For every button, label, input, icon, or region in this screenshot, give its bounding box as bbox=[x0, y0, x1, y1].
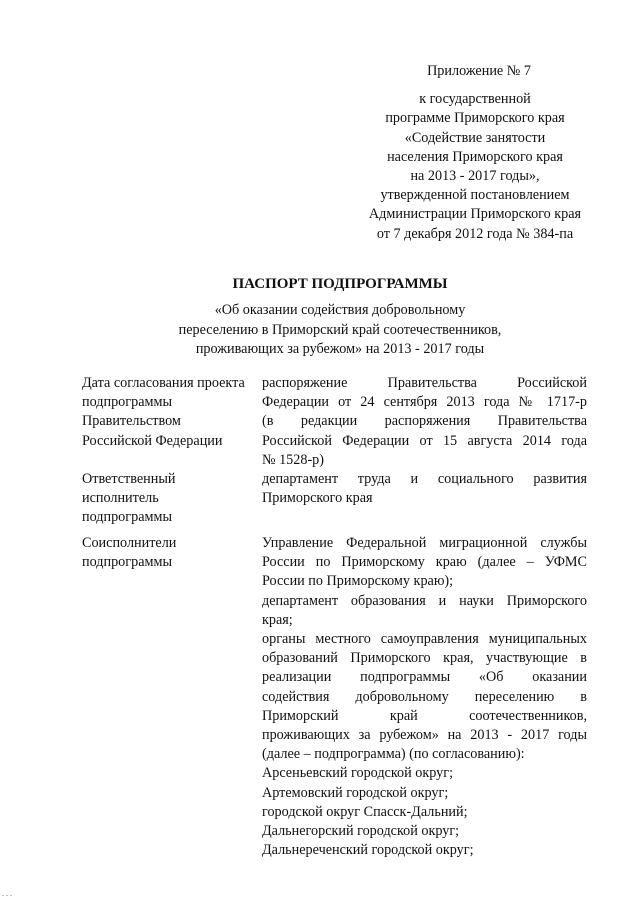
subtitle-line: проживающих за рубежом» на 2013 - 2017 годы bbox=[195, 341, 485, 357]
content-line: № 1528-р) bbox=[262, 451, 325, 468]
content-line: Дальнегорский городской округ; bbox=[262, 823, 460, 840]
content-line: реализации подпрограммы «Об оказании bbox=[262, 669, 587, 686]
content-line: департамент труда и социального развития bbox=[262, 471, 587, 487]
label-line: Российской Федерации bbox=[82, 432, 223, 449]
row-label bbox=[82, 470, 252, 528]
content-line: (в редакции распоряжения Правительства bbox=[262, 413, 587, 430]
content-line: (далее – подпрограмма) (по согласованию): bbox=[262, 746, 525, 763]
content-line: Дальнереченский городской округ; bbox=[262, 842, 474, 859]
content-line: департамент образования и науки Приморского bbox=[262, 592, 587, 609]
label-line: Соисполнители bbox=[82, 535, 177, 551]
content-line: края; bbox=[262, 611, 293, 628]
content-line: Управление Федеральной миграционной службы bbox=[262, 535, 587, 551]
content-line: Российской Федерации от 15 августа 2014 года bbox=[262, 432, 587, 449]
subtitle-line: переселению в Приморский край соотечественников, bbox=[178, 321, 502, 338]
appendix-line: от 7 декабря 2012 года № 384-па bbox=[376, 225, 574, 242]
appendix-line: утвержденной постановлением bbox=[380, 187, 570, 204]
label-line: подпрограммы bbox=[82, 509, 172, 526]
appendix-line: «Содействие занятости bbox=[404, 129, 546, 146]
row-label bbox=[82, 374, 252, 451]
appendix-number: Приложение № 7 bbox=[427, 63, 531, 79]
content-line: России по Приморскому краю (далее – УФМС bbox=[262, 554, 587, 571]
row-label bbox=[82, 534, 252, 572]
content-line: Артемовский городской округ; bbox=[262, 784, 449, 801]
subtitle-line: «Об оказании содействия добровольному bbox=[214, 302, 466, 318]
row-content bbox=[262, 374, 587, 470]
content-line: городской округ Спасск-Дальний; bbox=[262, 803, 468, 820]
content-line: проживающих за рубежом» на 2013 - 2017 годы bbox=[262, 727, 587, 744]
content-line: органы местного самоуправления муниципальных bbox=[262, 631, 587, 648]
label-line: Дата согласования проекта bbox=[82, 375, 245, 391]
content-line: Арсеньевский городской округ; bbox=[262, 765, 454, 782]
label-line: исполнитель bbox=[82, 490, 159, 507]
appendix-block bbox=[360, 62, 590, 244]
content-line: содействия добровольному переселению в bbox=[262, 688, 587, 705]
appendix-line: Администрации Приморского края bbox=[368, 206, 582, 223]
label-line: Ответственный bbox=[82, 471, 176, 487]
content-line: России по Приморскому краю); bbox=[262, 573, 454, 590]
appendix-line: программе Приморского края bbox=[385, 110, 565, 127]
content-line: Приморский край соотечественников, bbox=[262, 707, 587, 724]
label-line: подпрограммы bbox=[82, 394, 172, 411]
appendix-line: на 2013 - 2017 годы», bbox=[410, 168, 540, 185]
content-line: Федерации от 24 сентября 2013 года № 1717-р bbox=[262, 394, 587, 411]
scan-mark: ... bbox=[2, 889, 14, 898]
label-line: Правительством bbox=[82, 413, 181, 430]
document-title: ПАСПОРТ ПОДПРОГРАММЫ bbox=[232, 276, 448, 292]
row-content bbox=[262, 534, 587, 860]
appendix-line: населения Приморского края bbox=[387, 148, 563, 165]
content-line: Приморского края bbox=[262, 490, 373, 507]
row-content bbox=[262, 470, 587, 508]
document-subtitle bbox=[80, 301, 600, 360]
label-line: подпрограммы bbox=[82, 554, 172, 571]
content-line: образований Приморского края, участвующие в bbox=[262, 650, 587, 667]
appendix-line: к государственной bbox=[419, 91, 531, 108]
content-line: распоряжение Правительства Российской bbox=[262, 375, 587, 391]
